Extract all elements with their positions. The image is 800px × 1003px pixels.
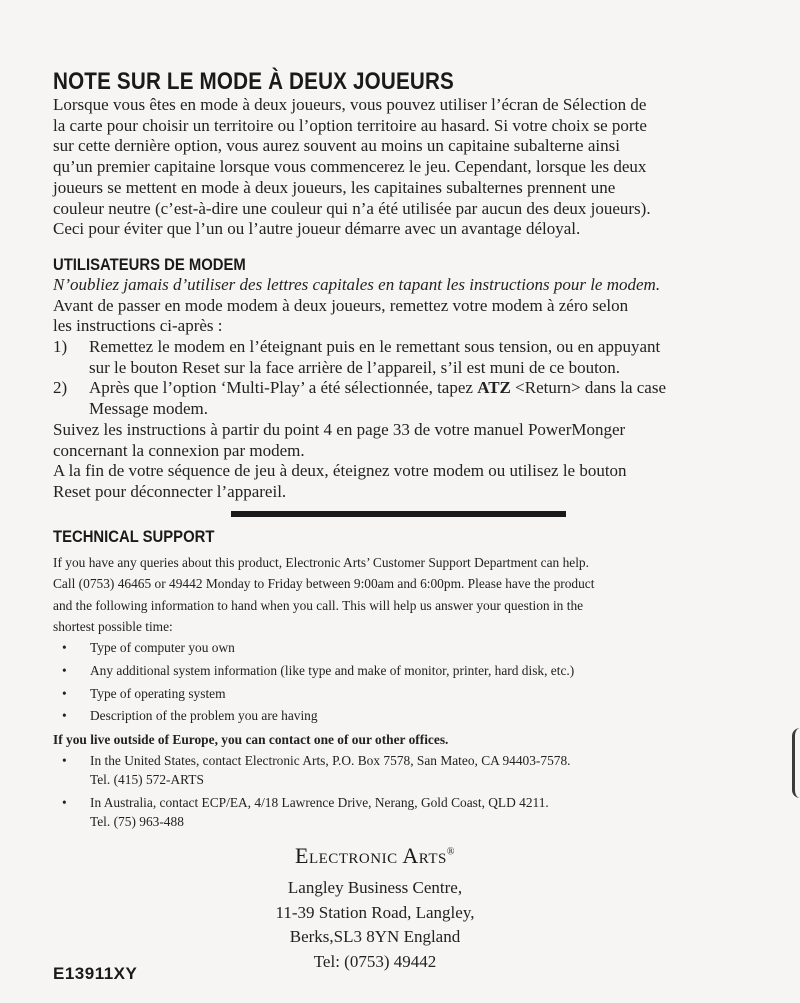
list-item-text: Type of operating system [90,685,226,701]
list-item [58,705,758,728]
list-item [58,683,758,706]
paragraph-line: Avant de passer en mode modem à deux joueurs, remettez votre modem à zéro selon [53,295,629,315]
list-item [58,637,758,660]
technical-support-paragraph [53,552,743,637]
step-line: Remettez le modem en l’éteignant puis en le remettant sous tension, ou en appuyant [89,337,661,356]
step-item [53,378,733,419]
paragraph-line: Suivez les instructions à partir du point 4 en page 33 de votre manuel PowerMonger [53,420,626,439]
step-number: 2) [53,378,68,398]
technical-support-heading: TECHNICAL SUPPORT [53,528,215,546]
two-player-note-heading: NOTE SUR LE MODE À DEUX JOUEURS [53,68,454,95]
office-address: In the United States, contact Electronic Arts, P.O. Box 7578, San Mateo, CA 94403-7578. [90,753,571,768]
step-item [53,337,733,378]
step-number: 1) [53,337,68,356]
paragraph-line: Reset pour déconnecter l’appareil. [53,482,287,502]
outside-europe-heading: If you live outside of Europe, you can contact one of our other offices. [53,732,449,747]
info-checklist [58,637,758,728]
page-edge-mark [792,728,800,798]
modem-users-intro [53,275,723,337]
bullet-icon: • [62,685,67,701]
paragraph-line: Ceci pour éviter que l’un ou l’autre joueur démarre avec un avantage déloyal. [53,219,581,239]
modem-reset-steps [53,337,733,420]
paragraph-line: concernant la connexion par modem. [53,440,305,460]
list-item [58,660,758,683]
modem-users-heading: UTILISATEURS DE MODEM [53,256,246,274]
address-line: Berks,SL3 8YN England [289,927,461,946]
paragraph-line: couleur neutre (c’est-à-dire une couleur qui n’a été utilisée par aucun des deux joueurs). [53,198,651,218]
office-item [58,751,758,789]
step-line: Message modem. [89,399,208,419]
paragraph-line: Call (0753) 46465 or 49442 Monday to Friday between 9:00am and 6:00pm. Please have the product [53,576,595,592]
registered-mark: ® [446,846,455,858]
office-address: In Australia, contact ECP/EA, 4/18 Lawrence Drive, Nerang, Gold Coast, QLD 4211. [90,795,549,810]
bullet-icon: • [62,640,67,655]
bullet-icon: • [62,708,67,724]
bullet-icon: • [62,753,67,768]
office-phone: Tel. (415) 572-ARTS [90,772,204,787]
company-name-text: Electronic Arts [295,843,447,868]
capitals-warning: N’oubliez jamais d’utiliser des lettres capitales en tapant les instructions pour le modem. [53,275,661,294]
paragraph-line: shortest possible time: [53,618,173,634]
paragraph-line: sur cette dernière option, vous aurez souvent au moins un capitaine subalterne ainsi [53,136,620,156]
atz-command: ATZ [477,378,511,398]
step-line [89,378,733,399]
list-item-text: Description of the problem you are having [90,708,318,724]
list-item-text: Any additional system information (like type and make of monitor, printer, hard disk, etc.) [90,662,575,678]
paragraph-line: qu’un premier capitaine lorsque vous commencerez le jeu. Cependant, lorsque les deux [53,157,647,177]
office-item [58,793,758,831]
two-player-note-paragraph [53,95,723,240]
document-code: E13911XY [53,964,138,983]
paragraph-line: Lorsque vous êtes en mode à deux joueurs, vous pouvez utiliser l’écran de Sélection de [53,95,647,114]
paragraph-line: la carte pour choisir un territoire ou l’option territoire au hasard. Si votre choix se porte [53,115,647,135]
office-list [58,751,758,831]
company-address [200,876,550,974]
bullet-icon: • [62,795,67,810]
address-line: 11-39 Station Road, Langley, [275,902,475,922]
paragraph-line: A la fin de votre séquence de jeu à deux, éteignez votre modem ou utilisez le bouton [53,461,627,481]
company-name [200,843,550,869]
paragraph-line: and the following information to hand when you call. This will help us answer your question in the [53,597,584,613]
step-text: Après que l’option ‘Multi-Play’ a été sélectionnée, tapez [89,378,478,398]
paragraph-line: If you have any queries about this product, Electronic Arts’ Customer Support Department can help. [53,555,589,570]
paragraph-line: joueurs se mettent en mode à deux joueurs, les capitaines subalternes prennent une [53,177,616,197]
address-line: Langley Business Centre, [287,878,463,897]
step-line: sur le bouton Reset sur la face arrière de l’appareil, s’il est muni de ce bouton. [89,357,621,377]
section-divider [231,511,566,517]
office-phone: Tel. (75) 963-488 [90,814,184,829]
paragraph-line: les instructions ci-après : [53,316,223,336]
list-item-text: Type of computer you own [90,640,235,655]
modem-users-outro [53,420,723,503]
bullet-icon: • [62,662,67,678]
step-text: <Return> dans la case [510,378,667,398]
address-line: Tel: (0753) 49442 [313,951,437,971]
